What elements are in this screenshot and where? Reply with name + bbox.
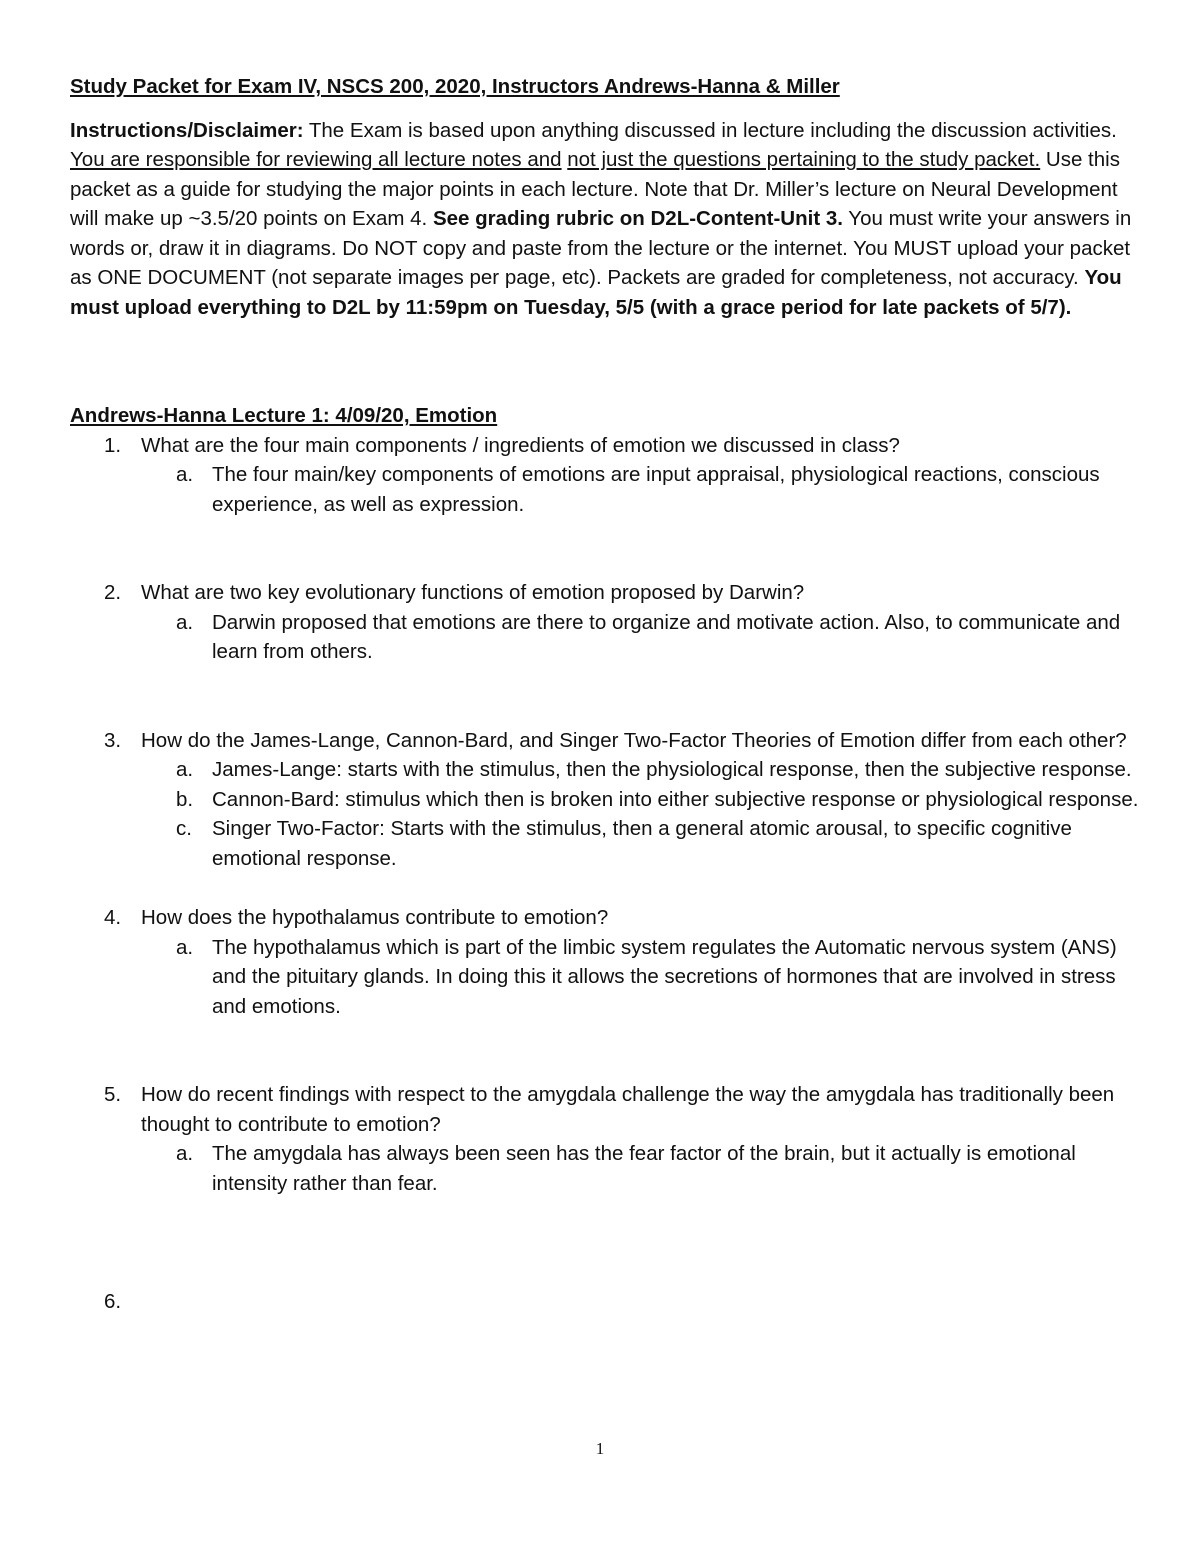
answer-text: The hypothalamus which is part of the limbic system regulates the Automatic nervous system (ANS) and the pituitary glands. In doing this it allows the secretions of hormones that are involved in stress and emotions. [212,935,1117,1018]
question-number: 5. [104,1083,122,1106]
question-number: 2. [104,581,122,604]
answer-text: Cannon-Bard: stimulus which then is broken into either subjective response or physiological response. [212,787,1139,811]
instructions-label: Instructions/Disclaimer: [70,118,304,142]
answer-5a [70,1139,1140,1198]
answer-text: James-Lange: starts with the stimulus, then the physiological response, then the subjective response. [212,758,1132,781]
spacer [70,873,1140,903]
instructions-bold-deadline: You must upload everything to D2L by 11:59pm on Tuesday, 5/5 (with a grace period for late packets of 5/7). [70,266,1122,319]
question-number: 6. [104,1290,122,1313]
spacer [70,1021,1140,1080]
answer-text: The amygdala has always been seen has the fear factor of the brain, but it actually is emotional intensity rather than fear. [212,1142,1076,1195]
question-4 [70,903,1140,933]
question-text: How do the James-Lange, Cannon-Bard, and Singer Two-Factor Theories of Emotion differ from each other? [141,728,1127,752]
answer-text: The four main/key components of emotions are input appraisal, physiological reactions, conscious experience, as well as expression. [212,463,1100,516]
question-text: What are the four main components / ingredients of emotion we discussed in class? [141,433,900,457]
answer-letter: a. [176,935,194,959]
answer-letter: b. [176,787,194,811]
instructions-underline-1: You are responsible for reviewing all lecture notes and [70,148,562,171]
spacer [70,1257,1140,1287]
question-3 [70,726,1140,756]
answer-letter: a. [176,1142,194,1165]
question-number: 4. [104,906,122,929]
question-number: 1. [104,433,122,457]
instructions-underline-2: not just the questions pertaining to the study packet. [567,148,1041,171]
answer-2a [70,608,1140,667]
page-content [70,72,1140,1313]
instructions-text-3: You must write your answers in words or, draw it in diagrams. Do NOT copy and paste from the lecture or the internet. You MUST upload your packet as ONE DOCUMENT (not separate images per page, etc). Packets are graded for completeness, not accuracy. [70,207,1132,289]
question-text: What are two key evolutionary functions of emotion proposed by Darwin? [141,581,805,604]
answer-4a [70,933,1140,1022]
instructions-paragraph [70,116,1140,323]
question-5 [70,1080,1140,1139]
answer-3b [70,785,1140,815]
lecture-title: Andrews-Hanna Lecture 1: 4/09/20, Emotion [70,404,498,427]
answer-letter: a. [176,463,194,486]
answer-3a [70,755,1140,785]
instructions-text-2: Use this packet as a guide for studying the major points in each lecture. Note that Dr. Miller’s lecture on Neural Development will make up ~3.5/20 points on Exam 4. [70,148,1120,230]
answer-3c [70,814,1140,873]
question-number: 3. [104,728,122,752]
answer-1a [70,460,1140,519]
question-2 [70,578,1140,608]
spacer [70,667,1140,726]
instructions-bold-rubric: See grading rubric on D2L-Content-Unit 3. [432,207,843,230]
instructions-text-1: The Exam is based upon anything discussed in lecture including the discussion activities. [303,118,1117,142]
spacer [70,519,1140,578]
answer-letter: a. [176,610,194,634]
page-number: 1 [595,1439,605,1458]
answer-letter: a. [176,758,194,781]
document-title: Study Packet for Exam IV, NSCS 200, 2020, Instructors Andrews-Hanna & Miller [70,75,840,98]
question-text: How does the hypothalamus contribute to emotion? [141,906,609,929]
spacer [70,1198,1140,1257]
question-1 [70,431,1140,461]
answer-letter: c. [176,817,192,840]
answer-text: Darwin proposed that emotions are there to organize and motivate action. Also, to communicate and learn from others. [212,610,1121,663]
answer-text: Singer Two-Factor: Starts with the stimulus, then a general atomic arousal, to specific cognitive emotional response. [212,817,1072,870]
question-text: How do recent findings with respect to the amygdala challenge the way the amygdala has traditionally been thought to contribute to emotion? [141,1083,1115,1136]
